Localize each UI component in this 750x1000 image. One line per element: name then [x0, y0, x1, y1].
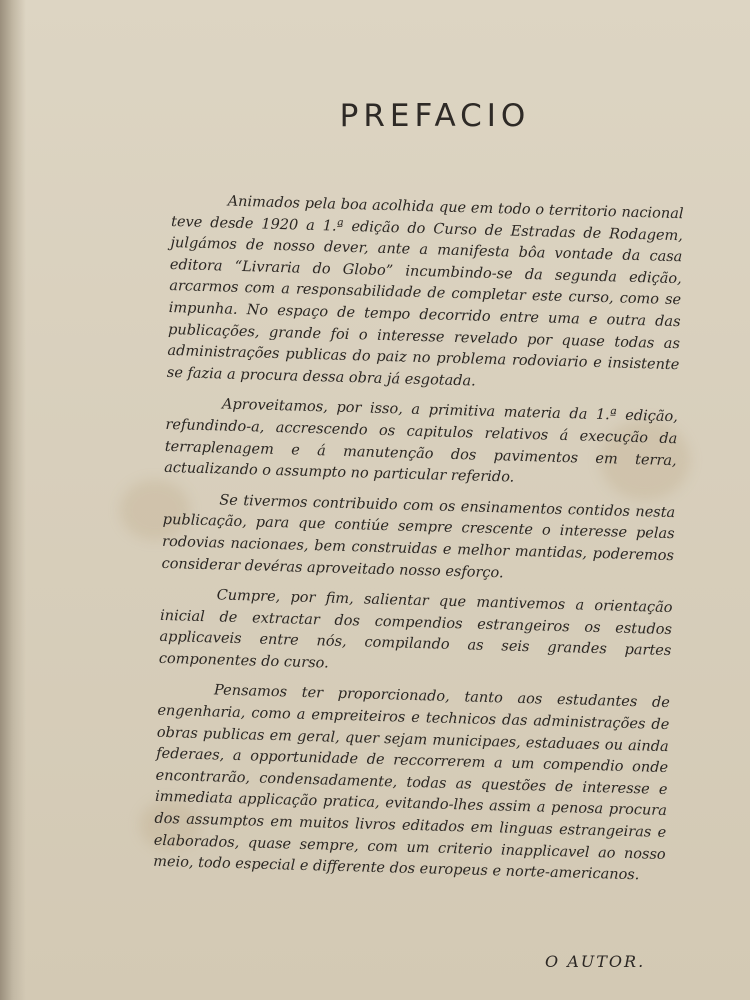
paragraph: Se tivermos contribuido com os ensinamentos contidos nesta publicação, para que contiúe sempre crescente o interesse pelas rodovias nacionaes, bem construidas e melhor mantidas, poderemos considerar devéras aproveitado nosso esforço. — [161, 492, 676, 581]
paragraph: Cumpre, por fim, salientar que mantivemos a orientação inicial de extractar dos compendios estrangeiros os estudos applicaveis entre nós, compilando as seis grandes partes componentes do curso. — [158, 587, 673, 672]
paragraph: Pensamos ter proporcionado, tanto aos estudantes de engenharia, como a empreiteiros e technicos das administrações de obras publicas em geral, quer sejam municipaes, estaduaes ou ainda federaes, a opportunidade de reccorrerem a um compendio onde encontrarão, condensadamente, todas as questões de interesse e immediata applicação pratica, evitando-lhes assim a penosa procura dos assumptos em muitos livros editados em linguas estrangeiras e elaborados, quase sempre, com um criterio inapplicavel ao nosso meio, todo especial e differente dos europeus e norte-americanos. — [153, 682, 671, 884]
paragraph: Aproveitamos, por isso, a primitiva materia da 1.ª edição, refundindo-a, accrescendo os capitulos relativos á execução da terraplenagem e á manutenção dos pavimentos em terra, actualizando o assumpto no particular referido. — [164, 396, 679, 486]
paragraph: Animados pela boa acolhida que em todo o territorio nacional teve desde 1920 a 1.ª edição do Curso de Estradas de Rodagem, julgámos de nosso dever, ante a manifesta bôa vontade da casa editora “Livraria do Globo” incumbindo-se da segunda edição, arcarmos com a responsabilidade de completar este curso, como se impunha. No espaço de tempo decorrido entre uma e outra das publicações, grande foi o interesse revelado por quase todas as administrações publicas do paiz no problema rodoviario e insistente se fazia a procura dessa obra já esgotada. — [166, 193, 684, 390]
spine-shadow — [0, 0, 26, 1000]
preface-body — [153, 190, 684, 897]
page-title: PREFACIO — [339, 98, 531, 134]
author-signature: O AUTOR. — [545, 952, 646, 971]
